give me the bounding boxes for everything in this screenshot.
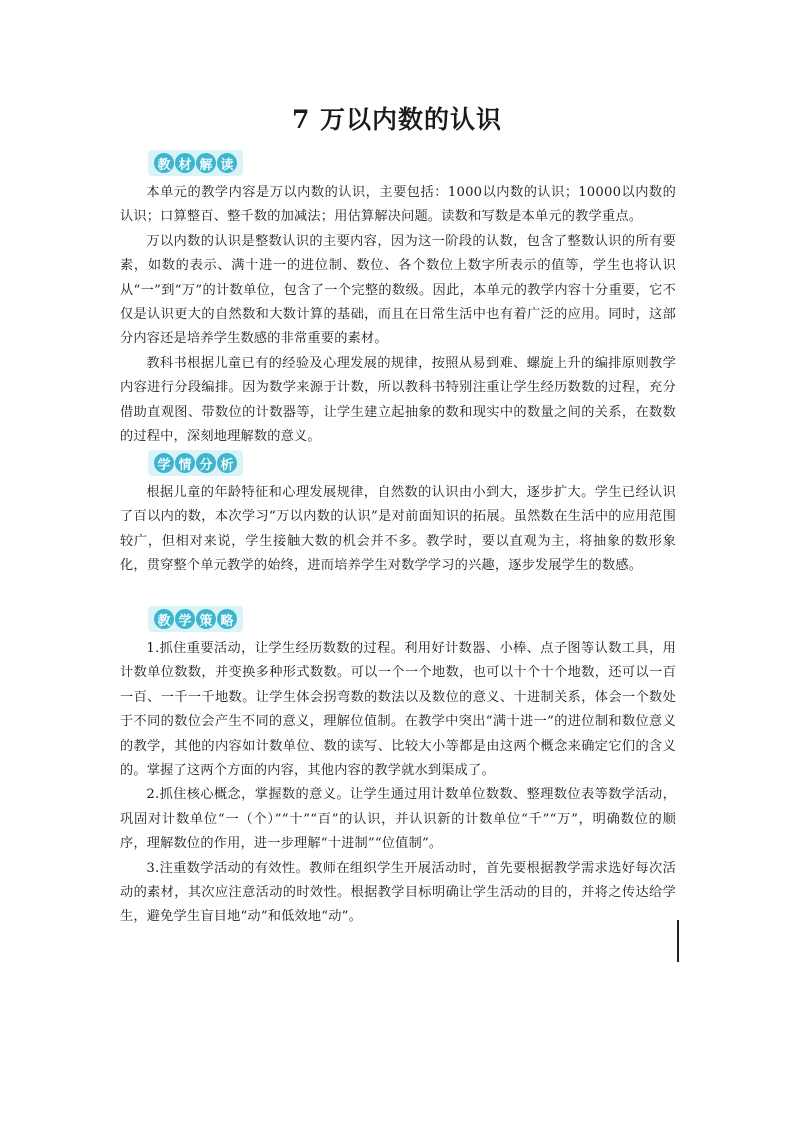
- heading-char: 略: [217, 609, 237, 629]
- section-body-student-analysis: [120, 481, 676, 579]
- paragraph: 2.抓住核心概念，掌握数的意义。让学生通过用计数单位数数、整理数位表等数学活动，巩固对计数单位“一（个）”“十”“百”的认识，并认识新的计数单位“千”“万”，明确数位的顺序，理解数位的作用，进一步理解“十进制”“位值制”。: [120, 787, 676, 852]
- paragraph: 万以内数的认识是整数认识的主要内容，因为这一阶段的认数，包含了整数认识的所有要素，如数的表示、满十进一的进位制、数位、各个数位上数字所表示的值等，学生也将认识从“一”到“万”的计数单位，包含了一个完整的数级。因此，本单元的教学内容十分重要，它不仅是认识更大的自然数和大数计算的基础，而且在日常生活中也有着广泛的应用。同时，这部分内容还是培养学生数感的非常重要的素材。: [120, 233, 676, 347]
- heading-char: 教: [154, 609, 174, 629]
- section-heading-teaching-strategy: [148, 606, 243, 632]
- paragraph: 本单元的教学内容是万以内数的认识，主要包括：1000以内数的认识；10000以内数的认识；口算整百、整千数的加减法；用估算解决问题。读数和写数是本单元的教学重点。: [120, 185, 676, 225]
- section-body-teaching-strategy: [120, 637, 676, 930]
- margin-rule-line: [677, 920, 679, 962]
- heading-char: 读: [217, 153, 237, 173]
- paragraph: 3.注重数学活动的有效性。教师在组织学生开展活动时，首先要根据教学需求选好每次活动的素材，其次应注意活动的时效性。根据教学目标明确让学生活动的目的，并将之传达给学生，避免学生盲目地“动”和低效地“动”。: [120, 860, 676, 925]
- section-body-textbook-analysis: [120, 181, 676, 449]
- heading-char: 策: [196, 609, 216, 629]
- heading-char: 学: [175, 609, 195, 629]
- heading-char: 材: [175, 153, 195, 173]
- paragraph: 1.抓住重要活动，让学生经历数数的过程。利用好计数器、小棒、点子图等认数工具，用计数单位数数，并变换多种形式数数。可以一个一个地数，也可以十个十个地数，还可以一百一百、一千一千地数。让学生体会拐弯数的数法以及数位的意义、十进制关系，体会一个数处于不同的数位会产生不同的意义，理解位值制。在教学中突出“满十进一”的进位制和数位意义的教学，其他的内容如计数单位、数的读写、比较大小等都是由这两个概念来确定它们的含义的。掌握了这两个方面的内容，其他内容的教学就水到渠成了。: [120, 641, 676, 779]
- paragraph: 教科书根据儿童已有的经验及心理发展的规律，按照从易到难、螺旋上升的编排原则教学内容进行分段编排。因为数学来源于计数，所以教科书特别注重让学生经历数数的过程，充分借助直观图、带数位的计数器等，让学生建立起抽象的数和现实中的数量之间的关系，在数数的过程中，深刻地理解数的意义。: [120, 355, 676, 445]
- heading-char: 析: [217, 453, 237, 473]
- section-heading-textbook-analysis: [148, 150, 243, 176]
- heading-char: 解: [196, 153, 216, 173]
- section-heading-student-analysis: [148, 450, 243, 476]
- heading-char: 分: [196, 453, 216, 473]
- heading-char: 教: [154, 153, 174, 173]
- heading-char: 情: [175, 453, 195, 473]
- heading-char: 学: [154, 453, 174, 473]
- paragraph: 根据儿童的年龄特征和心理发展规律，自然数的认识由小到大，逐步扩大。学生已经认识了百以内的数，本次学习“万以内数的认识”是对前面知识的拓展。虽然数在生活中的应用范围较广，但相对来说，学生接触大数的机会并不多。教学时，要以直观为主，将抽象的数形象化，贯穿整个单元教学的始终，进而培养学生对数学学习的兴趣，逐步发展学生的数感。: [120, 485, 676, 574]
- page-title: 7 万以内数的认识: [291, 105, 503, 134]
